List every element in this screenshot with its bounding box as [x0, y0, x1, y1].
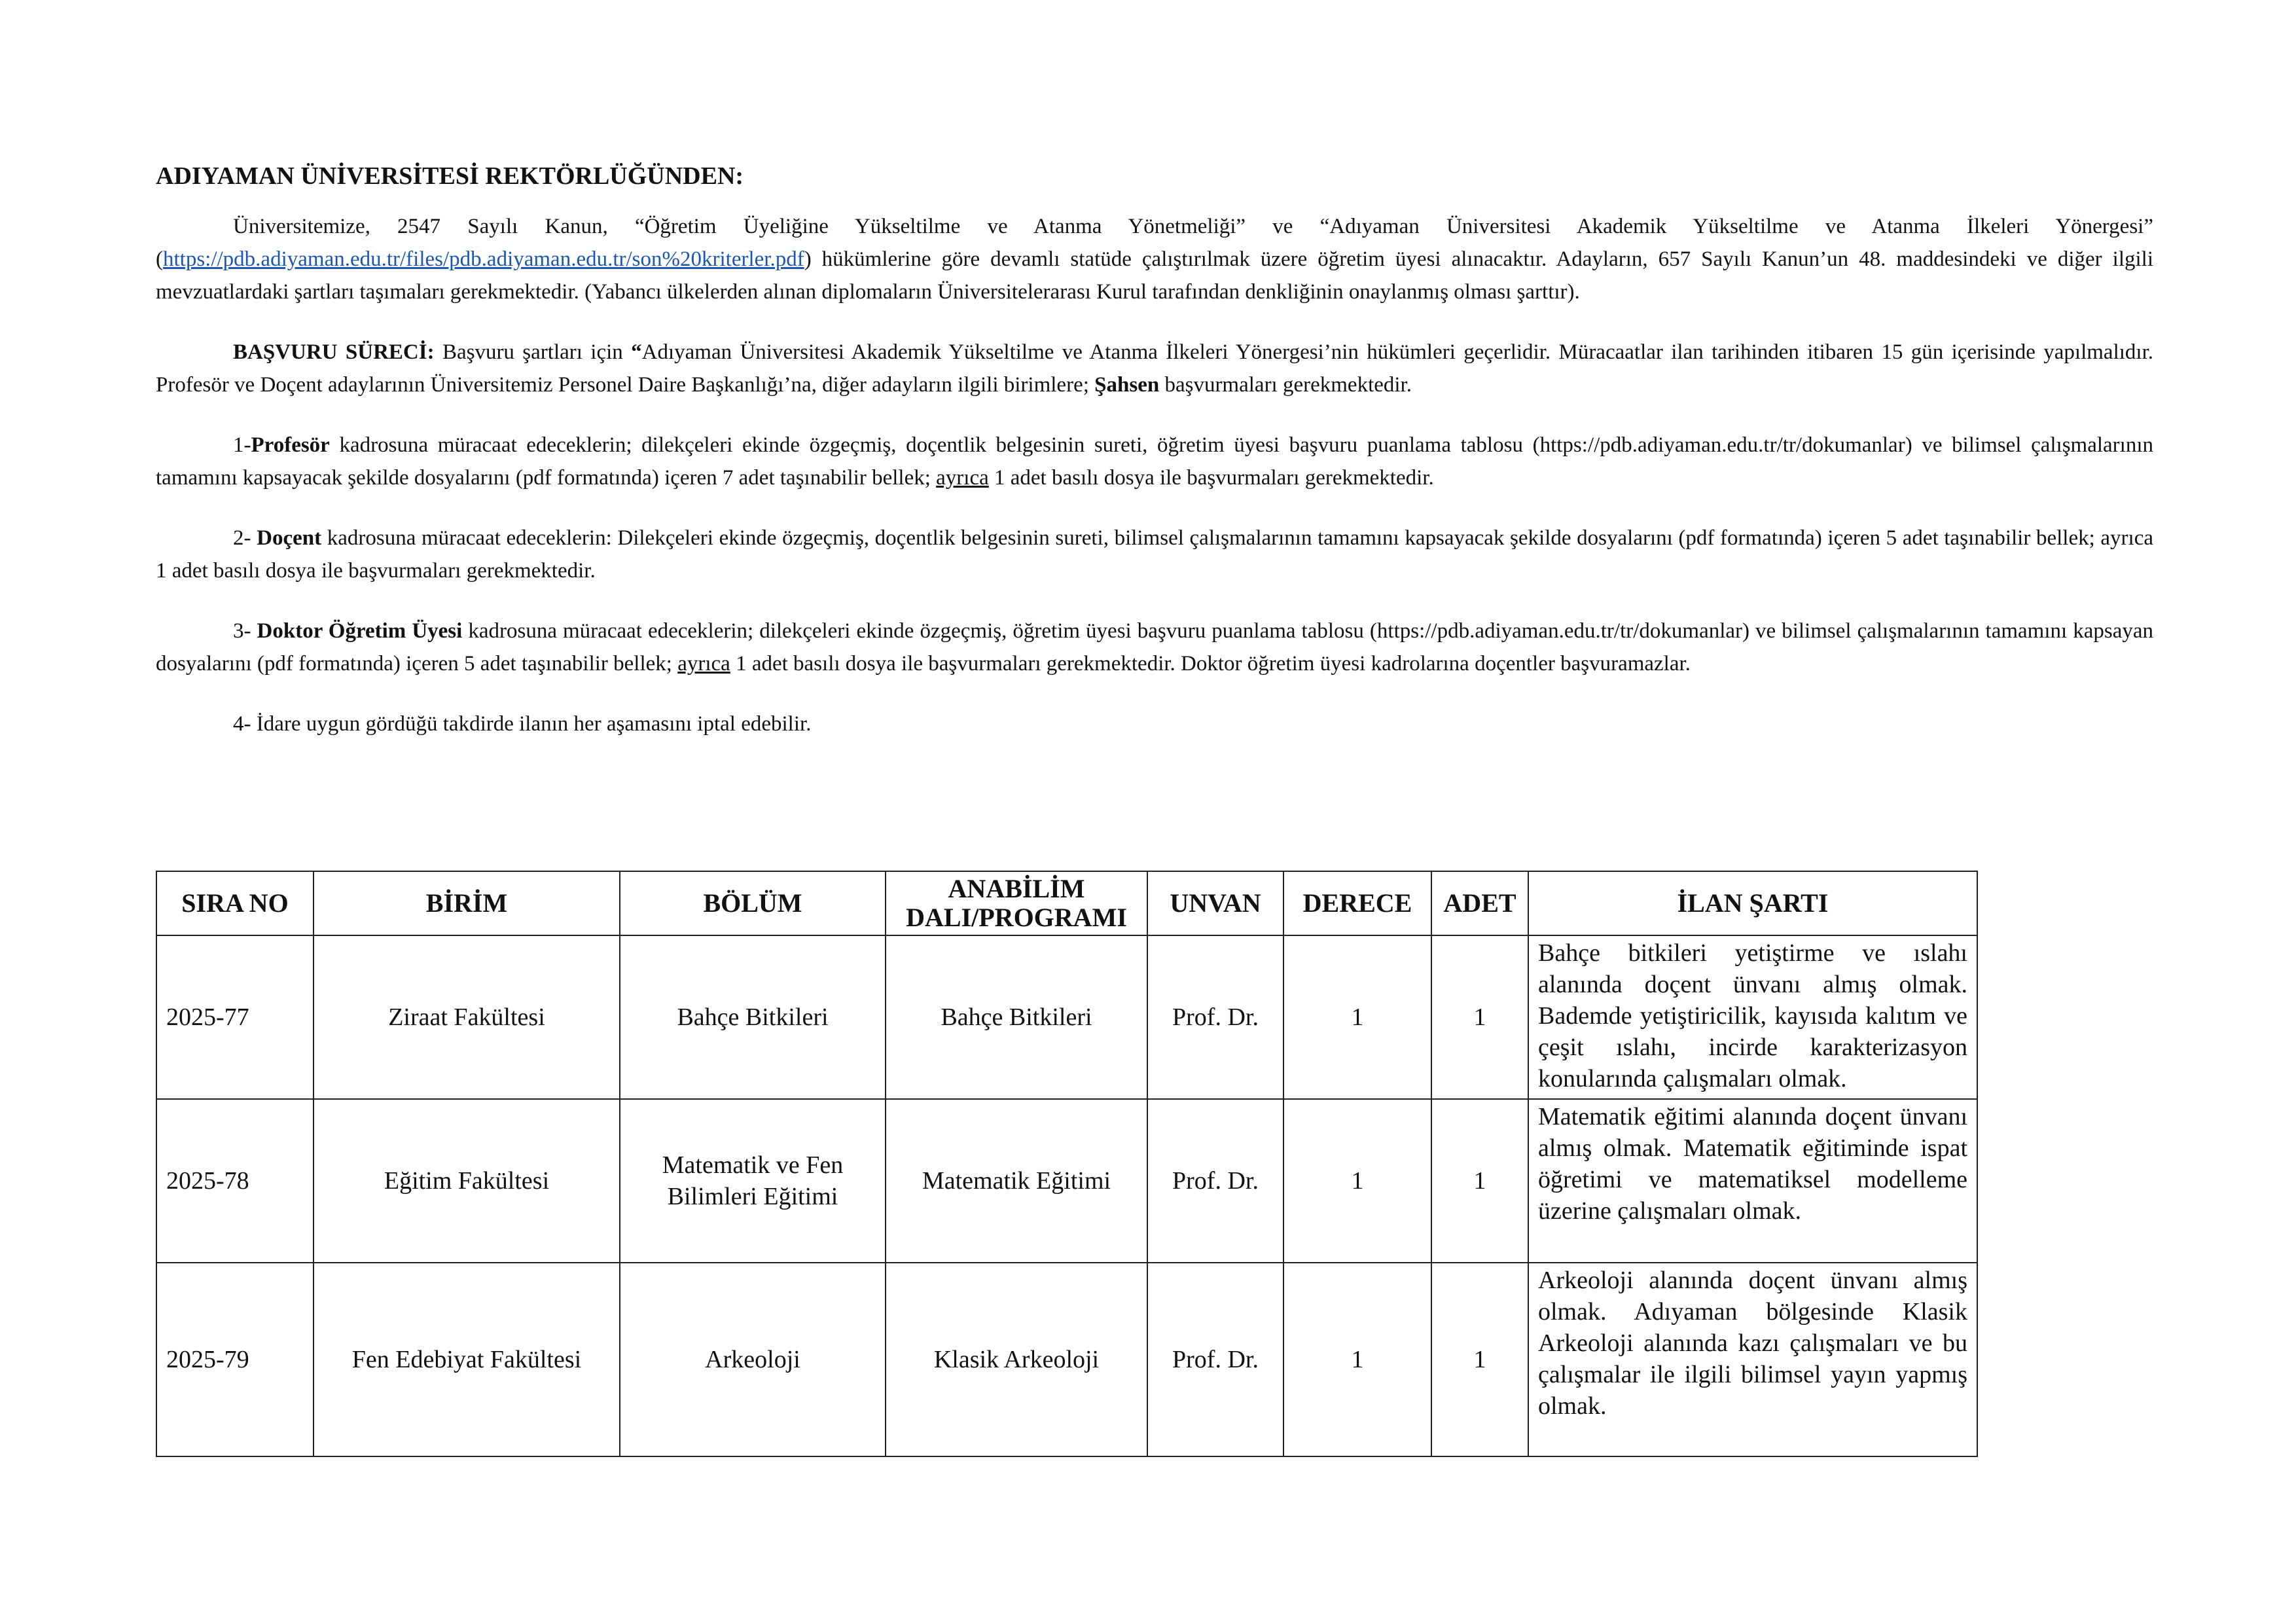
item-3-number: 3- — [233, 619, 257, 643]
header-anabilim-line-1: ANABİLİM — [948, 874, 1085, 903]
cell-bolum-line-1: Matematik ve Fen — [662, 1151, 844, 1179]
item-1-text-2: 1 adet basılı dosya ile başvurmaları gerekmektedir. — [988, 466, 1434, 490]
cell-anabilim: Matematik Eğitimi — [886, 1099, 1147, 1263]
positions-table — [156, 871, 1978, 1457]
header-sira-no: SIRA NO — [156, 871, 314, 935]
cell-birim: Ziraat Fakültesi — [314, 935, 620, 1099]
table-row — [156, 1099, 1977, 1263]
application-in-person: Şahsen — [1094, 373, 1160, 397]
cell-sira-no: 2025-78 — [156, 1099, 314, 1263]
cell-sira-no: 2025-77 — [156, 935, 314, 1099]
intro-paragraph — [156, 210, 2153, 308]
intro-text-1: Üniversitemize, 2547 Sayılı Kanun, “Öğretim Üyeliğine Yükseltilme ve Atanma Yönetmeliği” ve “Adıyaman Üniversitesi Akademik Yükseltilme ve Atanma İlkeleri Yönergesi” ( — [156, 215, 2153, 271]
application-text-3: başvurmaları gerekmektedir. — [1159, 373, 1412, 397]
cell-adet: 1 — [1431, 1263, 1528, 1456]
cell-ilan-sarti: Bahçe bitkileri yetiştirme ve ıslahı alanında doçent ünvanı almış olmak. Bademde yetiştiricilik, kayısıda kalıtım ve çeşit ıslahı, incirde karakterizasyon konularında çalışmaları olmak. — [1528, 935, 1977, 1099]
table-row — [156, 1263, 1977, 1456]
item-2-title: Doçent — [257, 526, 322, 550]
table-header-row — [156, 871, 1977, 935]
header-bolum: BÖLÜM — [620, 871, 886, 935]
header-adet: ADET — [1431, 871, 1528, 935]
cell-unvan: Prof. Dr. — [1147, 1099, 1283, 1263]
cell-bolum: Arkeoloji — [620, 1263, 886, 1456]
cell-unvan: Prof. Dr. — [1147, 1263, 1283, 1456]
cell-bolum: Bahçe Bitkileri — [620, 935, 886, 1099]
item-4-text: 4- İdare uygun gördüğü takdirde ilanın her aşamasını iptal edebilir. — [233, 712, 812, 736]
cell-birim: Eğitim Fakültesi — [314, 1099, 620, 1263]
item-1-number: 1- — [233, 433, 251, 457]
header-anabilim-line-2: DALI/PROGRAMI — [906, 903, 1127, 932]
cell-sira-no: 2025-79 — [156, 1263, 314, 1456]
cell-anabilim: Klasik Arkeoloji — [886, 1263, 1147, 1456]
cancellation-paragraph — [156, 708, 2153, 740]
professor-paragraph — [156, 429, 2153, 494]
application-text-1: Başvuru şartları için — [434, 340, 632, 364]
cell-anabilim: Bahçe Bitkileri — [886, 935, 1147, 1099]
cell-derece: 1 — [1283, 1099, 1431, 1263]
table-row — [156, 935, 1977, 1099]
cell-unvan: Prof. Dr. — [1147, 935, 1283, 1099]
cell-ilan-sarti: Matematik eğitimi alanında doçent ünvanı almış olmak. Matematik eğitiminde ispat öğretimi ve matematiksel modelleme üzerine çalışmaları olmak. — [1528, 1099, 1977, 1263]
cell-adet: 1 — [1431, 935, 1528, 1099]
header-unvan: UNVAN — [1147, 871, 1283, 935]
item-2-text: kadrosuna müracaat edeceklerin: Dilekçeleri ekinde özgeçmiş, doçentlik belgesinin sureti, bilimsel çalışmalarının tamamını kapsayacak şekilde dosyalarını (pdf formatında) içeren 5 adet taşınabilir bellek; ayrıca 1 adet basılı dosya ile başvurmaları gerekmektedir. — [156, 526, 2153, 583]
item-2-number: 2- — [233, 526, 257, 550]
item-3-underlined: ayrıca — [677, 652, 730, 676]
cell-ilan-sarti: Arkeoloji alanında doçent ünvanı almış olmak. Adıyaman bölgesinde Klasik Arkeoloji alanında kazı çalışmaları ve bu çalışmalar ile ilgili bilimsel yayın yapmış olmak. — [1528, 1263, 1977, 1456]
cell-birim: Fen Edebiyat Fakültesi — [314, 1263, 620, 1456]
header-ilan-sarti: İLAN ŞARTI — [1528, 871, 1977, 935]
application-process-paragraph — [156, 336, 2153, 401]
application-process-label: BAŞVURU SÜRECİ: — [233, 340, 435, 364]
assistant-professor-paragraph — [156, 615, 2153, 680]
cell-adet: 1 — [1431, 1099, 1528, 1263]
cell-derece: 1 — [1283, 1263, 1431, 1456]
item-1-text-1: kadrosuna müracaat edeceklerin; dilekçeleri ekinde özgeçmiş, doçentlik belgesinin sureti, öğretim üyesi başvuru puanlama tablosu (https://pdb.adiyaman.edu.tr/tr/dokumanlar) ve bilimsel çalışmalarının tamamını kapsayacak şekilde dosyalarını (pdf formatında) içeren 7 adet taşınabilir bellek; — [156, 433, 2153, 490]
announcement-page — [156, 147, 2153, 768]
cell-derece: 1 — [1283, 935, 1431, 1099]
criteria-link[interactable]: https://pdb.adiyaman.edu.tr/files/pdb.adiyaman.edu.tr/son%20kriterler.pdf — [163, 247, 804, 271]
item-1-underlined: ayrıca — [936, 466, 989, 490]
header-derece: DERECE — [1283, 871, 1431, 935]
page-title: ADIYAMAN ÜNİVERSİTESİ REKTÖRLÜĞÜNDEN: — [156, 162, 744, 190]
header-anabilim — [886, 871, 1147, 935]
item-1-title: Profesör — [251, 433, 330, 457]
cell-bolum — [620, 1099, 886, 1263]
cell-bolum-line-2: Bilimleri Eğitimi — [667, 1183, 838, 1210]
item-3-text-2: 1 adet basılı dosya ile başvurmaları gerekmektedir. Doktor öğretim üyesi kadrolarına doçentler başvuramazlar. — [730, 652, 1691, 676]
application-text-2: Adıyaman Üniversitesi Akademik Yükseltilme ve Atanma İlkeleri Yönergesi’nin hükümleri geçerlidir. Müracaatlar ilan tarihinden itibaren 15 gün içerisinde yapılmalıdır. Profesör ve Doçent adaylarının Üniversitemiz Personel Daire Başkanlığı’na, diğer adayların ilgili birimlere; — [156, 340, 2153, 397]
item-3-title: Doktor Öğretim Üyesi — [257, 619, 463, 643]
item-3-text-1: kadrosuna müracaat edeceklerin; dilekçeleri ekinde özgeçmiş, öğretim üyesi başvuru puanlama tablosu (https://pdb.adiyaman.edu.tr/tr/dokumanlar) ve bilimsel çalışmalarının tamamını kapsayan dosyalarını (pdf formatında) içeren 5 adet taşınabilir bellek; — [156, 619, 2153, 676]
header-birim: BİRİM — [314, 871, 620, 935]
application-quote: “ — [631, 340, 642, 364]
intro-text-2: ) hükümlerine göre devamlı statüde çalıştırılmak üzere öğretim üyesi alınacaktır. Adayların, 657 Sayılı Kanun’un 48. maddesindeki ve diğer ilgili mevzuatlardaki şartları taşımaları gerekmektedir. (Yabancı ülkelerden alınan diplomaların Üniversitelerarası Kurul tarafından denkliğinin onaylanmış olması şarttır). — [156, 247, 2153, 304]
associate-professor-paragraph — [156, 522, 2153, 587]
